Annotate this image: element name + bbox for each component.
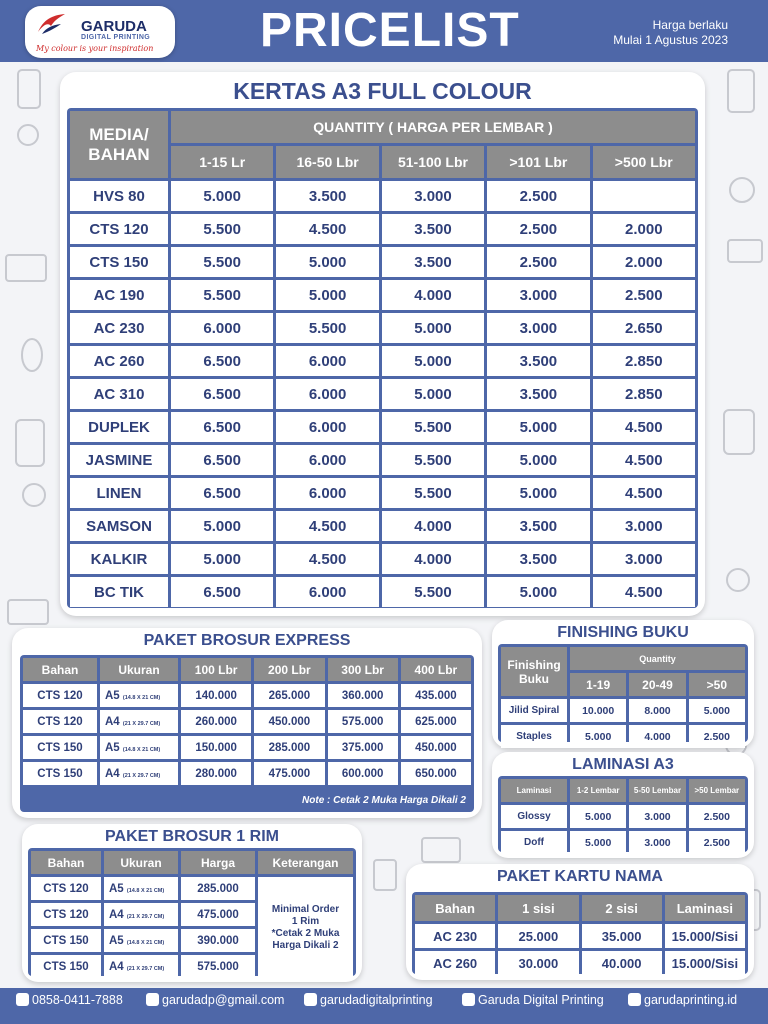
table-row — [70, 577, 695, 607]
price-cell: 5.000 — [171, 181, 273, 211]
brand-logo — [25, 6, 175, 58]
size-label: A5 — [105, 689, 120, 702]
column-header: 1-2 Lembar — [570, 779, 626, 802]
price-cell: 5.000 — [171, 511, 273, 541]
finishing-title: FINISHING BUKU — [557, 624, 689, 641]
price-cell: 5.000 — [171, 544, 273, 574]
kertas-title: KERTAS A3 FULL COLOUR — [233, 78, 532, 104]
bahan-cell: CTS 120 — [31, 903, 101, 926]
price-cell: 4.000 — [382, 280, 484, 310]
price-cell: 3.000 — [629, 831, 685, 854]
price-cell: 2.500 — [593, 280, 695, 310]
column-header: 16-50 Lbr — [276, 146, 378, 178]
price-cell: 5.500 — [382, 478, 484, 508]
laminasi-title: LAMINASI A3 — [572, 756, 674, 773]
price-cell: 2.500 — [487, 181, 589, 211]
laminasi-card — [492, 752, 754, 858]
table-row — [70, 313, 695, 343]
price-cell: 35.000 — [582, 924, 662, 948]
price-cell: 6.500 — [171, 412, 273, 442]
price-cell: 260.000 — [181, 710, 251, 733]
size-dimension: (21 X 29.7 CM) — [126, 913, 165, 920]
footer-instagram[interactable] — [304, 993, 433, 1007]
price-cell: 5.000 — [382, 346, 484, 376]
email-icon — [146, 993, 159, 1006]
table-row — [501, 805, 745, 828]
size-dimension: (14.8 X 21 CM) — [126, 887, 165, 894]
column-header: Ukuran — [100, 658, 178, 681]
table-row — [23, 762, 471, 785]
brand-subtitle: DIGITAL PRINTING — [81, 34, 151, 41]
laminasi-panel — [498, 776, 748, 852]
column-header: Keterangan — [258, 851, 353, 874]
price-cell: 3.000 — [593, 544, 695, 574]
price-cell: 2.000 — [593, 247, 695, 277]
price-cell: 3.000 — [629, 805, 685, 828]
price-cell: 3.000 — [593, 511, 695, 541]
price-cell: 30.000 — [498, 951, 578, 975]
size-dimension: (14.8 X 21 CM) — [126, 939, 165, 946]
footer-facebook[interactable] — [462, 993, 604, 1007]
laminasi-item: Doff — [501, 831, 567, 854]
price-cell: 3.500 — [276, 181, 378, 211]
price-cell: 6.500 — [171, 379, 273, 409]
price-cell: 5.000 — [570, 805, 626, 828]
price-cell: 5.000 — [276, 247, 378, 277]
laminasi-table — [498, 776, 748, 857]
media-cell: AC 190 — [70, 280, 168, 310]
size-cell — [104, 955, 178, 978]
price-cell: 5.000 — [570, 831, 626, 854]
table-row — [70, 478, 695, 508]
price-cell: 6.500 — [171, 577, 273, 607]
price-cell: 10.000 — [570, 699, 626, 722]
price-cell: 575.000 — [181, 955, 255, 978]
size-cell — [100, 762, 178, 785]
instagram-icon — [304, 993, 317, 1006]
column-header: 5-50 Lembar — [629, 779, 685, 802]
price-cell: 3.000 — [382, 181, 484, 211]
size-dimension: (21 X 29.7 CM) — [122, 720, 161, 727]
price-cell: 4.500 — [593, 478, 695, 508]
media-cell: AC 230 — [70, 313, 168, 343]
media-header: MEDIA/ BAHAN — [70, 111, 168, 178]
price-cell: 450.000 — [254, 710, 324, 733]
media-cell: HVS 80 — [70, 181, 168, 211]
brosur-express-card — [12, 628, 482, 818]
keterangan-cell — [258, 877, 353, 978]
brand-name: GARUDA — [81, 18, 147, 35]
price-cell: 3.000 — [487, 280, 589, 310]
column-header: 1-19 — [570, 673, 626, 696]
brosur-rim-table — [28, 848, 356, 981]
price-cell: 6.000 — [171, 313, 273, 343]
kertas-table-panel — [67, 108, 698, 608]
price-cell: 6.500 — [171, 478, 273, 508]
brand-tagline: My colour is your inspiration — [36, 44, 154, 53]
size-cell — [104, 929, 178, 952]
finishing-table — [498, 644, 748, 751]
price-cell: 3.000 — [487, 313, 589, 343]
size-label: A5 — [105, 741, 120, 754]
price-cell: 4.000 — [629, 725, 685, 748]
price-cell: 5.000 — [487, 412, 589, 442]
footer-contacts — [0, 988, 768, 1024]
price-cell: 5.000 — [487, 478, 589, 508]
brosur-express-table — [20, 655, 474, 788]
laminasi-item: Glossy — [501, 805, 567, 828]
facebook-icon — [462, 993, 475, 1006]
price-cell: 15.000/Sisi — [665, 951, 745, 975]
table-row — [70, 544, 695, 574]
footer-email[interactable] — [146, 993, 284, 1007]
price-cell: 375.000 — [328, 736, 398, 759]
column-header: 100 Lbr — [181, 658, 251, 681]
column-header: 1-15 Lr — [171, 146, 273, 178]
finishing-item: Jilid Spiral — [501, 699, 567, 722]
price-cell: 140.000 — [181, 684, 251, 707]
price-cell: 360.000 — [328, 684, 398, 707]
size-dimension: (14.8 X 21 CM) — [122, 694, 161, 701]
bahan-cell: CTS 120 — [23, 710, 97, 733]
price-cell: 390.000 — [181, 929, 255, 952]
kertas-a3-card — [60, 72, 705, 616]
price-cell: 6.000 — [276, 412, 378, 442]
column-header: >101 Lbr — [487, 146, 589, 178]
column-header: Bahan — [31, 851, 101, 874]
price-cell: 5.500 — [276, 313, 378, 343]
keterangan-line: Minimal Order — [271, 903, 340, 915]
price-cell: 3.500 — [487, 346, 589, 376]
facebook-page: Garuda Digital Printing — [478, 993, 604, 1007]
price-cell: 4.500 — [593, 412, 695, 442]
column-header: 2 sisi — [582, 895, 662, 921]
price-cell: 280.000 — [181, 762, 251, 785]
column-header: 400 Lbr — [401, 658, 471, 681]
table-row — [70, 346, 695, 376]
size-cell — [104, 903, 178, 926]
price-cell: 600.000 — [328, 762, 398, 785]
price-cell: 6.000 — [276, 577, 378, 607]
size-label: A4 — [109, 960, 124, 973]
keterangan-line: 1 Rim — [291, 915, 320, 927]
column-header: >50 Lembar — [689, 779, 745, 802]
price-cell: 3.500 — [487, 511, 589, 541]
table-row — [501, 725, 745, 748]
price-cell: 4.500 — [593, 577, 695, 607]
media-cell: DUPLEK — [70, 412, 168, 442]
price-cell: 2.850 — [593, 346, 695, 376]
garuda-wing-icon — [36, 12, 66, 36]
table-row — [70, 511, 695, 541]
size-cell — [100, 736, 178, 759]
finishing-panel — [498, 644, 748, 742]
media-cell: LINEN — [70, 478, 168, 508]
globe-icon — [628, 993, 641, 1006]
price-cell: 5.000 — [382, 379, 484, 409]
bahan-cell: CTS 120 — [31, 877, 101, 900]
table-row — [31, 877, 353, 900]
brosur-express-note: Note : Cetak 2 Muka Harga Dikali 2 — [302, 795, 466, 806]
price-cell: 3.500 — [487, 379, 589, 409]
price-cell: 4.500 — [276, 544, 378, 574]
finishing-card — [492, 620, 754, 748]
table-row — [23, 736, 471, 759]
table-row — [70, 379, 695, 409]
footer-website[interactable] — [628, 993, 737, 1007]
price-cell: 285.000 — [254, 736, 324, 759]
price-cell: 150.000 — [181, 736, 251, 759]
finishing-quantity-header: Quantity — [570, 647, 745, 670]
kertas-price-table — [67, 108, 698, 610]
price-cell: 435.000 — [401, 684, 471, 707]
size-label: A5 — [109, 882, 124, 895]
instagram-handle: garudadigitalprinting — [320, 993, 433, 1007]
media-cell: BC TIK — [70, 577, 168, 607]
price-cell: 2.500 — [689, 805, 745, 828]
column-header: Laminasi — [501, 779, 567, 802]
table-row — [70, 181, 695, 211]
price-cell: 4.000 — [382, 511, 484, 541]
price-cell: 5.500 — [382, 577, 484, 607]
media-cell: AC 310 — [70, 379, 168, 409]
kartu-nama-table — [412, 892, 748, 978]
media-cell: AC 260 — [70, 346, 168, 376]
price-cell: 5.000 — [382, 313, 484, 343]
bahan-cell: AC 260 — [415, 951, 495, 975]
bahan-cell: AC 230 — [415, 924, 495, 948]
size-cell — [104, 877, 178, 900]
table-row — [70, 412, 695, 442]
column-header: 200 Lbr — [254, 658, 324, 681]
email-address: garudadp@gmail.com — [162, 993, 285, 1007]
price-cell: 2.500 — [689, 725, 745, 748]
size-dimension: (21 X 29.7 CM) — [122, 772, 161, 779]
keterangan-line: *Cetak 2 Muka — [271, 927, 340, 939]
price-cell: 6.000 — [276, 346, 378, 376]
column-header: 51-100 Lbr — [382, 146, 484, 178]
bahan-cell: CTS 150 — [31, 955, 101, 978]
price-cell: 2.500 — [689, 831, 745, 854]
bahan-cell: CTS 150 — [31, 929, 101, 952]
size-label: A4 — [105, 767, 120, 780]
price-cell: 4.500 — [276, 214, 378, 244]
price-cell: 2.850 — [593, 379, 695, 409]
validity-note — [613, 18, 728, 48]
price-cell: 3.500 — [487, 544, 589, 574]
column-header: >50 — [689, 673, 745, 696]
bahan-cell: CTS 120 — [23, 684, 97, 707]
table-row — [70, 214, 695, 244]
table-row — [70, 445, 695, 475]
table-row — [23, 684, 471, 707]
quantity-header: QUANTITY ( HARGA PER LEMBAR ) — [171, 111, 695, 143]
header-bar — [0, 0, 768, 62]
table-row — [415, 924, 745, 948]
media-cell: CTS 150 — [70, 247, 168, 277]
brosur-rim-panel — [28, 848, 356, 976]
phone-number: 0858-0411-7888 — [32, 993, 123, 1007]
brosur-rim-title: PAKET BROSUR 1 RIM — [105, 828, 279, 845]
bahan-cell: CTS 150 — [23, 736, 97, 759]
column-header: Bahan — [23, 658, 97, 681]
price-cell: 650.000 — [401, 762, 471, 785]
column-header: >500 Lbr — [593, 146, 695, 178]
column-header: Laminasi — [665, 895, 745, 921]
page-title: PRICELIST — [260, 4, 520, 57]
price-cell: 4.500 — [276, 511, 378, 541]
size-cell — [100, 710, 178, 733]
column-header: Harga — [181, 851, 255, 874]
media-cell: KALKIR — [70, 544, 168, 574]
price-cell: 5.000 — [487, 445, 589, 475]
price-cell: 6.000 — [276, 445, 378, 475]
brosur-express-panel — [20, 655, 474, 812]
price-cell: 8.000 — [629, 699, 685, 722]
price-cell: 475.000 — [254, 762, 324, 785]
media-cell: JASMINE — [70, 445, 168, 475]
table-row — [415, 951, 745, 975]
price-cell: 2.500 — [487, 247, 589, 277]
size-label: A5 — [109, 934, 124, 947]
price-cell: 5.500 — [171, 214, 273, 244]
price-cell — [593, 181, 695, 211]
price-cell: 4.500 — [593, 445, 695, 475]
price-cell: 5.000 — [276, 280, 378, 310]
price-cell: 3.500 — [382, 247, 484, 277]
column-header: Bahan — [415, 895, 495, 921]
price-cell: 285.000 — [181, 877, 255, 900]
price-cell: 5.500 — [382, 412, 484, 442]
keterangan-line: Harga Dikali 2 — [272, 939, 339, 951]
price-cell: 5.000 — [487, 577, 589, 607]
column-header: 20-49 — [629, 673, 685, 696]
size-label: A4 — [105, 715, 120, 728]
footer-phone[interactable] — [16, 993, 123, 1007]
price-cell: 15.000/Sisi — [665, 924, 745, 948]
price-cell: 575.000 — [328, 710, 398, 733]
price-cell: 3.500 — [382, 214, 484, 244]
table-row — [501, 831, 745, 854]
price-cell: 40.000 — [582, 951, 662, 975]
size-dimension: (21 X 29.7 CM) — [126, 965, 165, 972]
price-cell: 5.000 — [689, 699, 745, 722]
brosur-express-title: PAKET BROSUR EXPRESS — [143, 632, 351, 649]
kartu-nama-panel — [412, 892, 748, 974]
brosur-rim-card — [22, 824, 362, 982]
size-cell — [100, 684, 178, 707]
table-row — [23, 710, 471, 733]
kartu-nama-title: PAKET KARTU NAMA — [497, 868, 663, 885]
column-header: Ukuran — [104, 851, 178, 874]
price-cell: 4.000 — [382, 544, 484, 574]
finishing-item: Staples — [501, 725, 567, 748]
website-url: garudaprinting.id — [644, 993, 738, 1007]
bahan-cell: CTS 150 — [23, 762, 97, 785]
media-cell: SAMSON — [70, 511, 168, 541]
phone-icon — [16, 993, 29, 1006]
price-cell: 6.000 — [276, 478, 378, 508]
price-cell: 5.000 — [570, 725, 626, 748]
table-row — [501, 699, 745, 722]
price-cell: 2.650 — [593, 313, 695, 343]
price-cell: 6.000 — [276, 379, 378, 409]
column-header: 300 Lbr — [328, 658, 398, 681]
finishing-label: Finishing Buku — [501, 647, 567, 696]
media-cell: CTS 120 — [70, 214, 168, 244]
price-cell: 25.000 — [498, 924, 578, 948]
price-cell: 2.000 — [593, 214, 695, 244]
price-cell: 6.500 — [171, 346, 273, 376]
table-row — [70, 280, 695, 310]
validity-line-1: Harga berlaku — [652, 18, 728, 32]
price-cell: 450.000 — [401, 736, 471, 759]
price-cell: 475.000 — [181, 903, 255, 926]
size-label: A4 — [109, 908, 124, 921]
table-row — [70, 247, 695, 277]
size-dimension: (14.8 X 21 CM) — [122, 746, 161, 753]
kartu-nama-card — [406, 864, 754, 980]
price-cell: 2.500 — [487, 214, 589, 244]
price-cell: 5.500 — [171, 280, 273, 310]
price-cell: 625.000 — [401, 710, 471, 733]
price-cell: 6.500 — [171, 445, 273, 475]
validity-line-2: Mulai 1 Agustus 2023 — [613, 33, 728, 47]
price-cell: 265.000 — [254, 684, 324, 707]
price-cell: 5.500 — [382, 445, 484, 475]
price-cell: 5.500 — [171, 247, 273, 277]
column-header: 1 sisi — [498, 895, 578, 921]
